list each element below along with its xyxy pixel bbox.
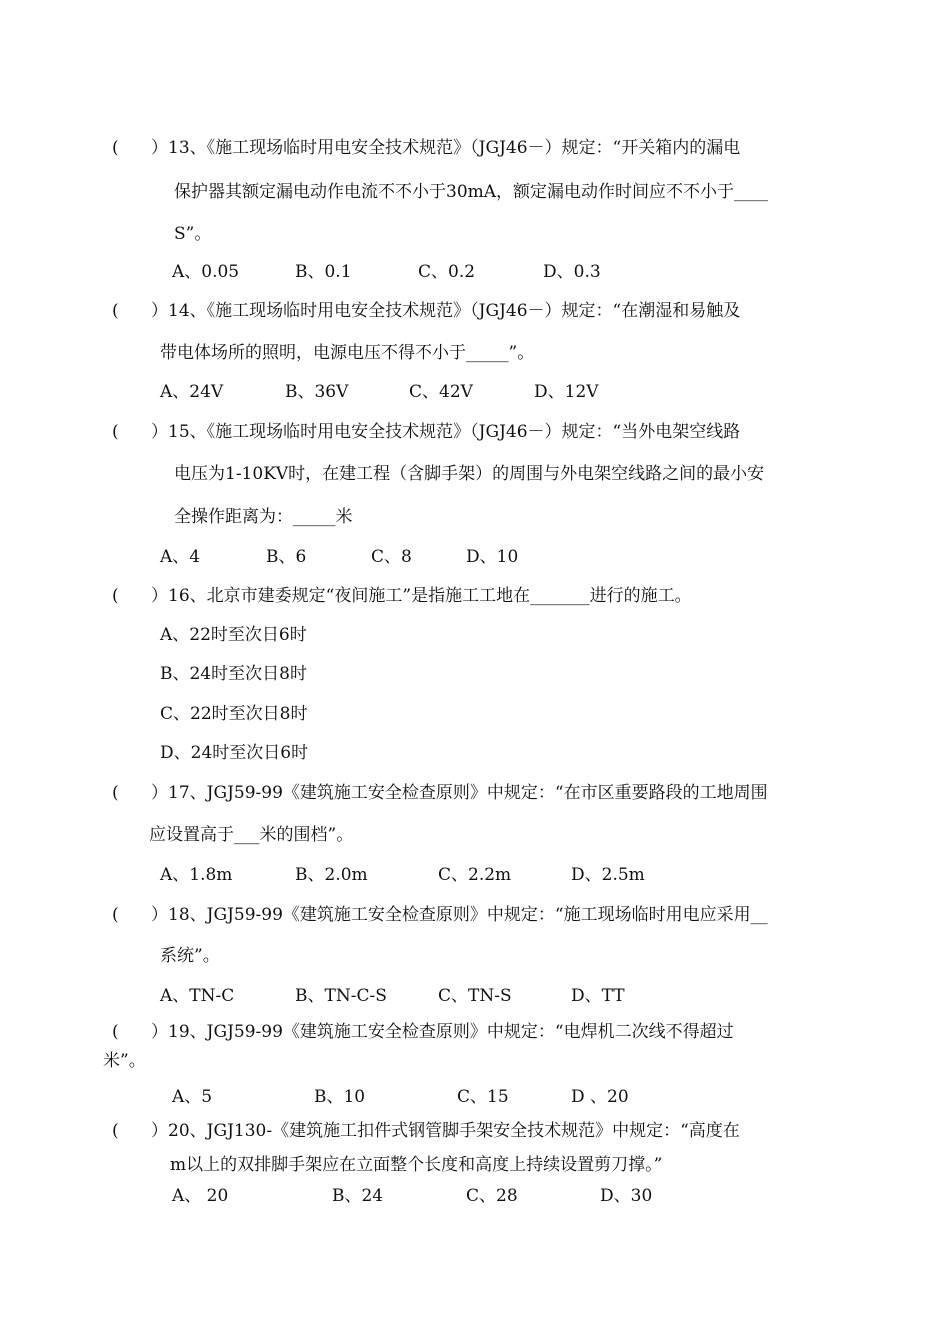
question-line: ( ）20、JGJ130-《建筑施工扣件式钢管脚手架安全技术规范》中规定：“高度在 <box>112 1121 740 1141</box>
option-c: C、0.2 <box>418 262 476 282</box>
question-line: ( ）14、《施工现场临时用电安全技术规范》（JGJ46－）规定：“在潮湿和易触及 <box>112 301 741 321</box>
question-line: 全操作距离为：_____米 <box>174 507 353 527</box>
question-line: 应设置高于___米的围档”。 <box>149 825 354 845</box>
option-d: D、0.3 <box>543 262 601 282</box>
question-line: 系统”。 <box>160 946 220 966</box>
option-d: D、24时至次日6时 <box>160 743 309 763</box>
question-line: 电压为1-10KV时，在建工程（含脚手架）的周围与外电架空线路之间的最小安 <box>174 464 765 484</box>
option-b: B、6 <box>266 547 307 567</box>
option-b: B、24时至次日8时 <box>160 664 307 684</box>
option-d: D 、20 <box>571 1087 629 1107</box>
question-line: ( ）15、《施工现场临时用电安全技术规范》（JGJ46－）规定：“当外电架空线路 <box>112 422 741 442</box>
question-line: ( ）17、JGJ59-99《建筑施工安全检查原则》中规定：“在市区重要路段的工地周围 <box>112 783 768 803</box>
option-c: C、2.2m <box>438 865 512 885</box>
option-d: D、30 <box>600 1186 653 1206</box>
option-b: B、10 <box>314 1087 366 1107</box>
option-c: C、8 <box>371 547 412 567</box>
option-c: C、42V <box>409 382 473 402</box>
option-a: A、TN-C <box>160 986 235 1006</box>
option-c: C、15 <box>457 1087 509 1107</box>
option-d: D、TT <box>571 986 625 1006</box>
option-d: D、12V <box>534 382 599 402</box>
option-b: B、24 <box>332 1186 384 1206</box>
option-b: B、TN-C-S <box>295 986 387 1006</box>
option-d: D、10 <box>466 547 519 567</box>
question-line: 带电体场所的照明，电源电压不得不小于_____”。 <box>160 343 535 363</box>
question-line: 保护器其额定漏电动作电流不不小于30mA，额定漏电动作时间应不不小于____ <box>174 182 769 202</box>
option-a: A、0.05 <box>172 262 240 282</box>
option-a: A、5 <box>172 1087 213 1107</box>
option-a: A、4 <box>160 547 201 567</box>
question-line: ( ）16、北京市建委规定“夜间施工”是指施工工地在_______进行的施工。 <box>112 586 692 606</box>
question-line: S”。 <box>174 224 212 244</box>
option-c: C、22时至次日8时 <box>160 704 308 724</box>
option-d: D、2.5m <box>571 865 645 885</box>
option-c: C、28 <box>466 1186 518 1206</box>
option-b: B、0.1 <box>295 262 352 282</box>
option-b: B、36V <box>285 382 349 402</box>
question-line: 米”。 <box>103 1051 146 1071</box>
question-line: m以上的双排脚手架应在立面整个长度和高度上持续设置剪刀撑。” <box>170 1155 663 1175</box>
question-line: ( ）19、JGJ59-99《建筑施工安全检查原则》中规定：“电焊机二次线不得超过 <box>112 1022 734 1042</box>
option-a: A、22时至次日6时 <box>160 625 307 645</box>
question-line: ( ）13、《施工现场临时用电安全技术规范》（JGJ46－）规定：“开关箱内的漏电 <box>112 138 741 158</box>
question-line: ( ）18、JGJ59-99《建筑施工安全检查原则》中规定：“施工现场临时用电应采用__ <box>112 905 768 925</box>
option-b: B、2.0m <box>295 865 368 885</box>
option-a: A、1.8m <box>160 865 233 885</box>
option-c: C、TN-S <box>438 986 512 1006</box>
option-a: A、 20 <box>172 1186 229 1206</box>
option-a: A、24V <box>160 382 224 402</box>
